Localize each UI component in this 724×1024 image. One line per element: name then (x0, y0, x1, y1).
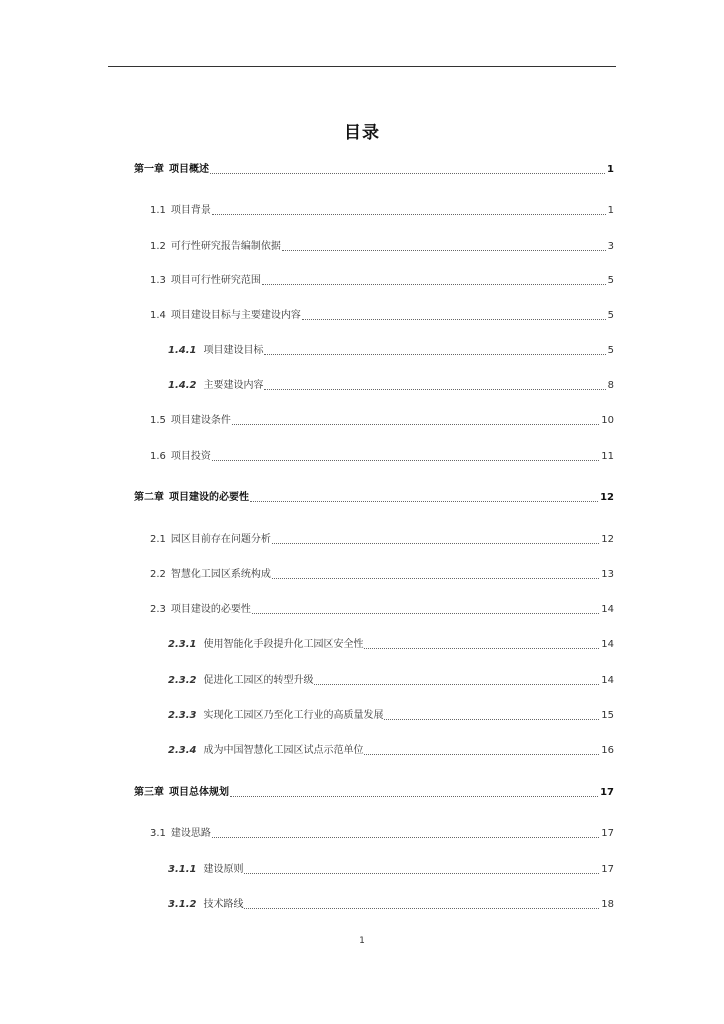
toc-dot-leader (364, 648, 599, 649)
toc-entry-1-4-1[interactable] (168, 344, 614, 358)
toc-entry-title: 项目总体规划 (169, 787, 229, 798)
toc-dot-leader (230, 796, 598, 797)
toc-entry-title: 项目投资 (170, 451, 211, 462)
toc-dot-leader (212, 214, 606, 215)
toc-entry-page: 5 (607, 275, 614, 286)
toc-entry-number: 2.3 (150, 604, 166, 615)
toc-entry-title: 项目概述 (169, 164, 209, 175)
toc-entry-title: 项目背景 (170, 205, 211, 216)
toc-entry-title: 实现化工园区乃至化工行业的高质量发展 (203, 710, 384, 721)
toc-dot-leader (264, 354, 605, 355)
toc-entry-number: 第三章 (134, 787, 164, 798)
toc-entry-3-1[interactable] (150, 827, 614, 841)
toc-dot-leader (314, 684, 599, 685)
toc-entry-page: 17 (600, 787, 614, 798)
toc-entry-2-3-1[interactable] (168, 638, 614, 652)
toc-entry-number: 第二章 (134, 492, 164, 503)
toc-entry-2-3-2[interactable] (168, 674, 614, 688)
toc-entry-number: 3.1.2 (168, 899, 197, 910)
toc-entry-number: 2.3.4 (168, 745, 197, 756)
toc-entry-page: 5 (607, 310, 614, 321)
toc-entry-title: 技术路线 (203, 899, 244, 910)
toc-entry-title: 项目建设目标 (203, 345, 264, 356)
toc-entry-title: 可行性研究报告编制依据 (170, 241, 281, 252)
toc-entry-number: 2.3.3 (168, 710, 197, 721)
toc-entry-3-1-1[interactable] (168, 863, 614, 877)
toc-entry-3-1-2[interactable] (168, 898, 614, 912)
toc-entry-2-3-4[interactable] (168, 744, 614, 758)
toc-entry-number: 1.1 (150, 205, 166, 216)
toc-entry-title: 项目建设的必要性 (169, 492, 249, 503)
toc-entry-number: 1.4 (150, 310, 166, 321)
toc-entry-title: 建设思路 (170, 828, 211, 839)
toc-entry-page: 17 (601, 864, 614, 875)
toc-entry-title: 项目可行性研究范围 (170, 275, 261, 286)
toc-entry-1-6[interactable] (150, 450, 614, 464)
toc-entry-number: 1.4.1 (168, 345, 197, 356)
toc-entry-1-4-2[interactable] (168, 379, 614, 393)
toc-dot-leader (232, 424, 599, 425)
header-rule (108, 66, 616, 67)
toc-entry-number: 1.2 (150, 241, 166, 252)
toc-entry-page: 1 (607, 205, 614, 216)
toc-entry-1-4[interactable] (150, 309, 614, 323)
toc-entry-1-1[interactable] (150, 204, 614, 218)
page-number: 1 (359, 936, 365, 946)
toc-entry-1-2[interactable] (150, 240, 614, 254)
toc-dot-leader (244, 873, 599, 874)
toc-entry-title: 项目建设目标与主要建设内容 (170, 310, 301, 321)
toc-entry-number: 1.4.2 (168, 380, 197, 391)
toc-entry-page: 13 (601, 569, 614, 580)
toc-dot-leader (384, 719, 599, 720)
toc-dot-leader (364, 754, 599, 755)
toc-entry-number: 1.6 (150, 451, 166, 462)
toc-entry-page: 8 (607, 380, 614, 391)
toc-dot-leader (272, 543, 599, 544)
toc-entry-chapter-1[interactable] (134, 163, 614, 177)
toc-entry-number: 2.3.2 (168, 675, 197, 686)
toc-entry-title: 成为中国智慧化工园区试点示范单位 (203, 745, 364, 756)
toc-entry-chapter-2[interactable] (134, 491, 614, 505)
toc-dot-leader (210, 173, 605, 174)
toc-entry-page: 14 (601, 675, 614, 686)
toc-entry-2-2[interactable] (150, 568, 614, 582)
toc-entry-2-3[interactable] (150, 603, 614, 617)
toc-entry-page: 15 (601, 710, 614, 721)
toc-dot-leader (282, 250, 606, 251)
toc-entry-2-3-3[interactable] (168, 709, 614, 723)
toc-dot-leader (272, 578, 599, 579)
toc-dot-leader (250, 501, 598, 502)
toc-entry-title: 项目建设条件 (170, 415, 231, 426)
toc-entry-page: 14 (601, 639, 614, 650)
toc-dot-leader (252, 613, 599, 614)
toc-entry-page: 14 (601, 604, 614, 615)
toc-entry-number: 第一章 (134, 164, 164, 175)
toc-dot-leader (244, 908, 599, 909)
toc-entry-page: 11 (601, 451, 614, 462)
toc-entry-title: 主要建设内容 (203, 380, 264, 391)
toc-entry-title: 建设原则 (203, 864, 244, 875)
toc-entry-page: 17 (601, 828, 614, 839)
toc-entry-2-1[interactable] (150, 533, 614, 547)
toc-entry-page: 10 (601, 415, 614, 426)
toc-entry-number: 2.2 (150, 569, 166, 580)
toc-entry-1-5[interactable] (150, 414, 614, 428)
toc-dot-leader (264, 389, 605, 390)
toc-entry-title: 使用智能化手段提升化工园区安全性 (203, 639, 364, 650)
toc-entry-title: 促进化工园区的转型升级 (203, 675, 314, 686)
toc-entry-page: 1 (607, 164, 614, 175)
toc-entry-number: 1.3 (150, 275, 166, 286)
toc-entry-number: 1.5 (150, 415, 166, 426)
toc-entry-page: 12 (601, 534, 614, 545)
toc-entry-number: 3.1 (150, 828, 166, 839)
toc-entry-page: 3 (607, 241, 614, 252)
toc-entry-page: 5 (607, 345, 614, 356)
toc-entry-page: 16 (601, 745, 614, 756)
toc-dot-leader (302, 319, 606, 320)
toc-entry-chapter-3[interactable] (134, 786, 614, 800)
toc-entry-title: 智慧化工园区系统构成 (170, 569, 271, 580)
toc-entry-page: 18 (601, 899, 614, 910)
toc-entry-1-3[interactable] (150, 274, 614, 288)
toc-entry-title: 园区目前存在问题分析 (170, 534, 271, 545)
toc-entry-number: 2.1 (150, 534, 166, 545)
toc-entry-title: 项目建设的必要性 (170, 604, 251, 615)
toc-dot-leader (262, 284, 606, 285)
toc-entry-page: 12 (600, 492, 614, 503)
toc-dot-leader (212, 837, 599, 838)
toc-entry-number: 2.3.1 (168, 639, 197, 650)
toc-entry-number: 3.1.1 (168, 864, 197, 875)
toc-title: 目录 (344, 123, 380, 143)
toc-dot-leader (212, 460, 599, 461)
